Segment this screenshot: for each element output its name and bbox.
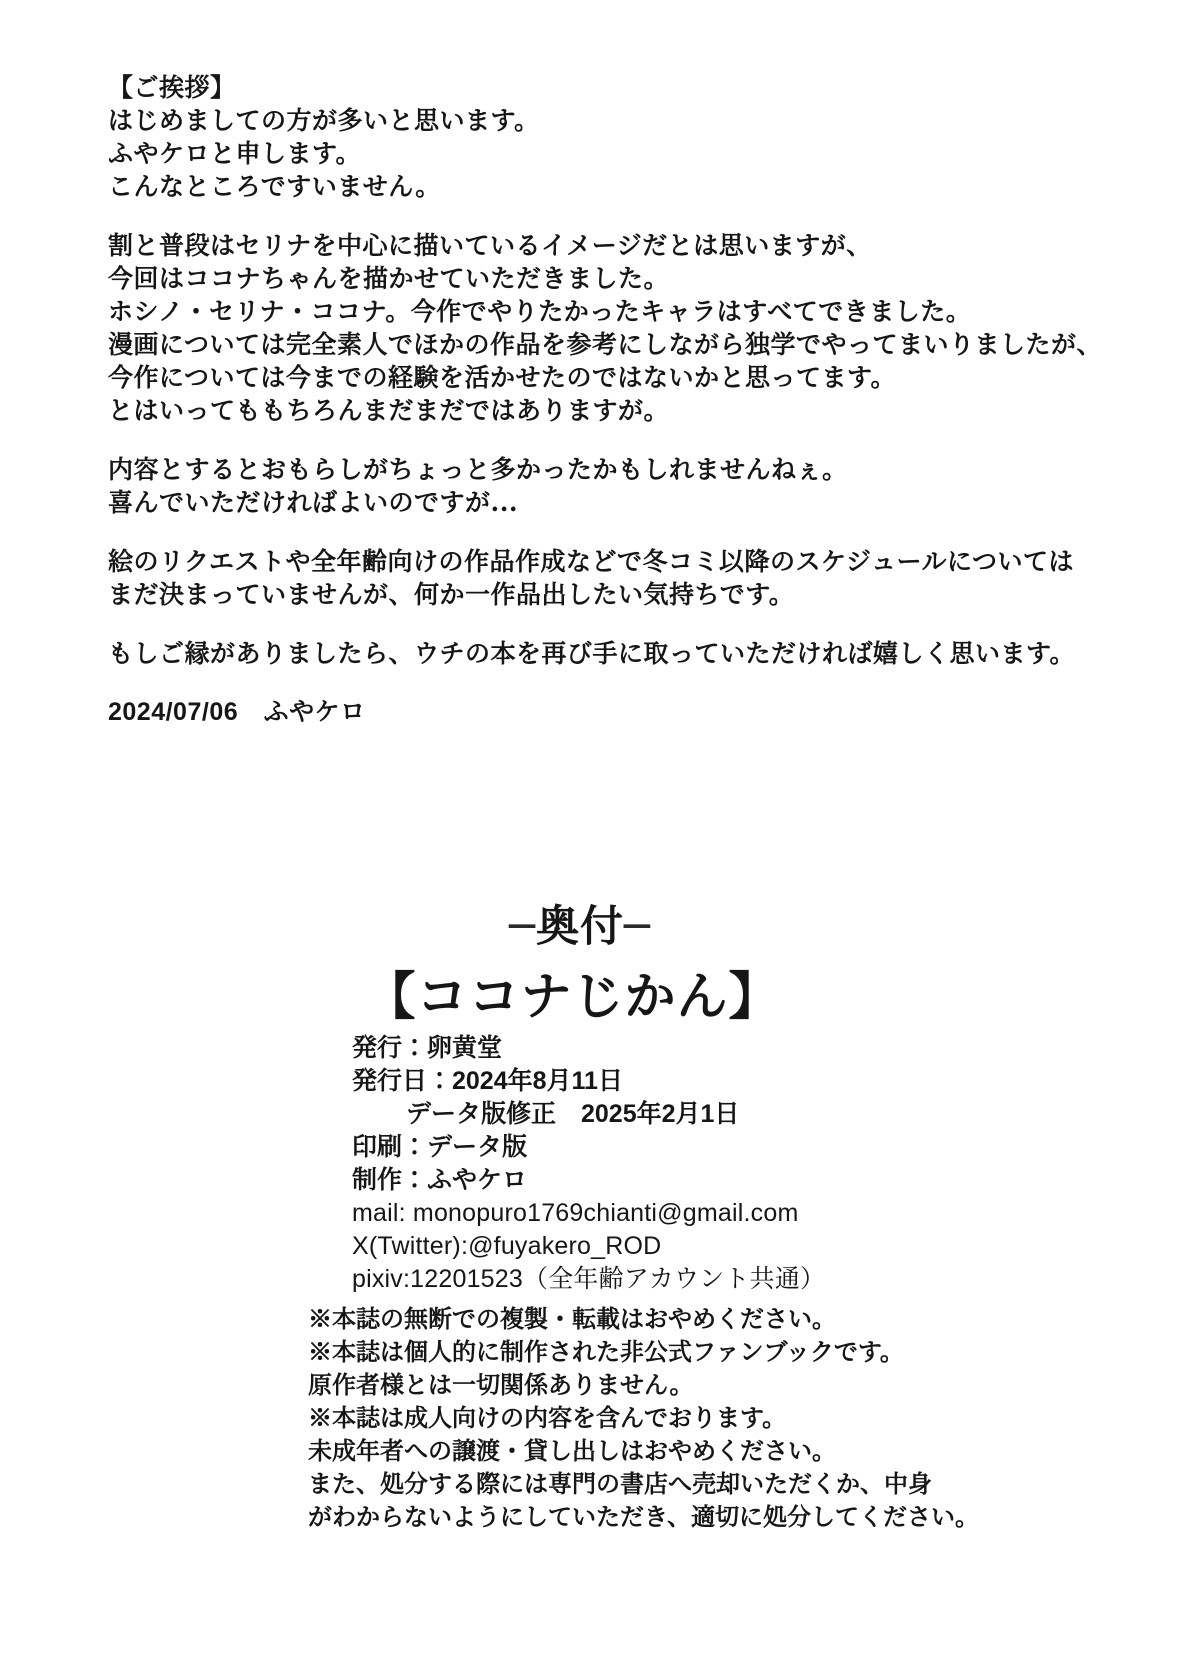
text-line: こんなところですいません。	[108, 172, 441, 201]
text-line: 今回はココナちゃんを描かせていただきました。	[108, 264, 670, 293]
text-line: 【ご挨拶】	[108, 73, 236, 102]
text-line: もしご縁がありましたら、ウチの本を再び手に取っていただければ嬉しく思います。	[108, 639, 1076, 668]
greeting-paragraph	[108, 229, 1128, 427]
disclaimer-line: ※本誌は成人向けの内容を含んでおります。	[308, 1403, 787, 1432]
greeting-section	[108, 71, 1128, 729]
publication-info	[352, 1032, 825, 1296]
text-line: ホシノ・セリナ・ココナ。今作でやりたかったキャラはすべてできました。	[108, 297, 972, 326]
header-dash-right: ─	[624, 902, 651, 952]
disclaimer-line: ※本誌は個人的に制作された非公式ファンブックです。	[308, 1337, 904, 1366]
colophon-header-label: 奥付	[536, 902, 624, 952]
text-line: ふやケロと申します。	[108, 139, 362, 168]
disclaimer-notes	[308, 1302, 979, 1533]
text-line: 喜んでいただければよいのですが...	[108, 488, 519, 517]
disclaimer-line: 原作者様とは一切関係ありません。	[308, 1370, 694, 1399]
text-line: はじめましての方が多いと思います。	[108, 106, 540, 135]
publication-info-line: 発行日：2024年8月11日	[352, 1067, 623, 1095]
text-line: 漫画については完全素人でほかの作品を参考にしながら独学でやってまいりましたが、	[108, 330, 1103, 359]
colophon-header	[0, 901, 1160, 953]
date-signature: 2024/07/06 ふやケロ	[108, 698, 366, 726]
text-line: まだ決まっていませんが、何か一作品出したい気持ちです。	[108, 580, 795, 609]
disclaimer-line: また、処分する際には専門の書店へ売却いただくか、中身	[308, 1469, 932, 1498]
publication-info-line: mail: monopuro1769chianti@gmail.com	[352, 1199, 799, 1227]
publication-info-line: X(Twitter):@fuyakero_ROD	[352, 1232, 662, 1260]
text-line: 内容とするとおもらしがちょっと多かったかもしれませんねぇ。	[108, 455, 848, 484]
publication-info-line: 発行：卵黄堂	[352, 1034, 503, 1062]
text-line: 割と普段はセリナを中心に描いているイメージだとは思いますが、	[108, 231, 872, 260]
header-dash-left: ─	[509, 902, 536, 952]
text-line: とはいってももちろんまだまだではありますが。	[108, 396, 670, 425]
publication-info-line: pixiv:12201523（全年齢アカウント共通）	[352, 1265, 826, 1293]
text-line: 今作については今までの経験を活かせたのではないかと思ってます。	[108, 363, 897, 392]
disclaimer-line: 未成年者への譲渡・貸し出しはおやめください。	[308, 1436, 836, 1465]
greeting-paragraph	[108, 453, 1128, 519]
publication-info-line: 制作：ふやケロ	[352, 1166, 528, 1194]
publication-info-line: データ版修正 2025年2月1日	[406, 1100, 740, 1128]
disclaimer-line: ※本誌の無断での複製・転載はおやめください。	[308, 1304, 836, 1333]
text-line: 絵のリクエストや全年齢向けの作品作成などで冬コミ以降のスケジュールについては	[108, 547, 1075, 576]
greeting-paragraph	[108, 71, 1128, 203]
book-title: 【ココナじかん】	[364, 967, 781, 1027]
greeting-paragraph	[108, 545, 1128, 611]
greeting-paragraph	[108, 637, 1128, 670]
publication-info-line: 印刷：データ版	[352, 1133, 528, 1161]
disclaimer-line: がわからないようにしていただき、適切に処分してください。	[308, 1502, 980, 1531]
